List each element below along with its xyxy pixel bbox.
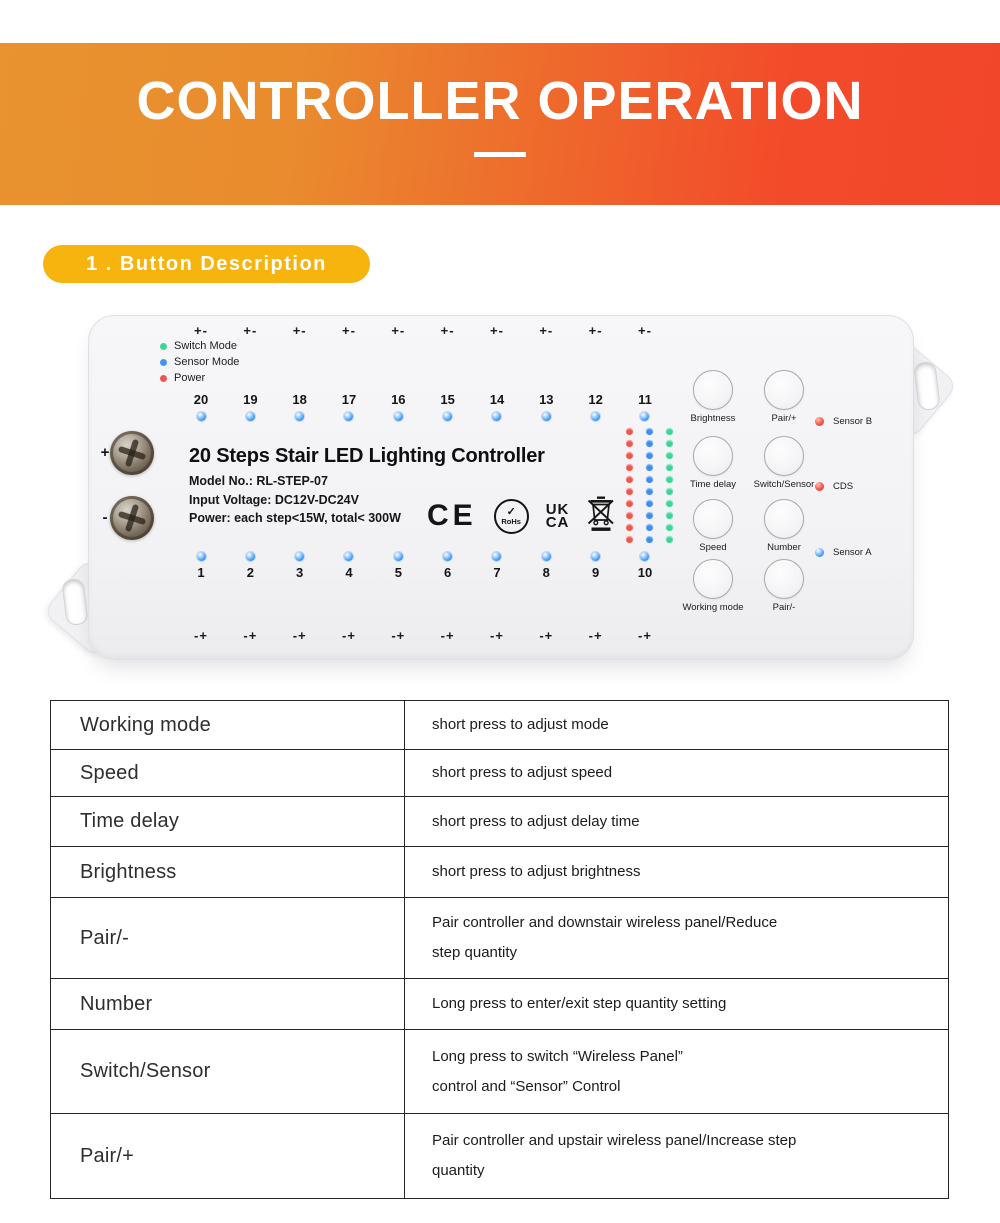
- button-label: Number: [767, 542, 801, 553]
- blue-led-icon: [394, 552, 403, 561]
- table-row: [51, 897, 948, 978]
- red-led-icon: [626, 464, 633, 471]
- step-number: 7: [493, 565, 501, 580]
- blue-led-icon: [295, 412, 304, 421]
- spec-voltage: Input Voltage: DC12V-DC24V: [189, 492, 359, 507]
- section-label: 1 . Button Description: [86, 252, 327, 275]
- ukca-mark-icon: [546, 503, 570, 529]
- terminal-mark: +-: [391, 323, 406, 338]
- step-number: 1: [197, 565, 205, 580]
- step-cell: [477, 392, 517, 421]
- step-cell: [625, 552, 665, 581]
- blue-led-icon: [160, 359, 167, 366]
- description-line: short press to adjust brightness: [432, 863, 641, 880]
- terminal-mark: +-: [342, 323, 356, 338]
- blue-led-icon: [646, 452, 653, 459]
- indicator-cds: [815, 480, 853, 492]
- description-line: short press to adjust speed: [432, 764, 613, 781]
- ukca-bottom: CA: [545, 514, 570, 531]
- step-cell: [329, 392, 369, 421]
- red-led-icon: [626, 524, 633, 531]
- red-led-icon: [626, 440, 633, 447]
- blue-led-icon: [591, 552, 600, 561]
- red-led-icon: [626, 536, 633, 543]
- terminal-mark: -+: [637, 628, 652, 643]
- step-cell: [526, 392, 566, 421]
- terminal-mark: -+: [194, 628, 208, 643]
- indicator-label: Sensor A: [833, 546, 872, 558]
- blue-led-icon: [646, 428, 653, 435]
- step-cell: [576, 552, 616, 581]
- terminal-row-bottom: [181, 628, 665, 644]
- blue-led-icon: [344, 552, 353, 561]
- description-line: step quantity: [432, 944, 518, 961]
- button-pair-minus: [729, 559, 839, 613]
- red-led-icon: [626, 452, 633, 459]
- blue-led-icon: [246, 552, 255, 561]
- power-minus-label: -: [102, 509, 108, 526]
- blue-led-icon: [646, 440, 653, 447]
- table-cell-description: [404, 847, 948, 897]
- table-row: [51, 796, 948, 846]
- description-line: control and “Sensor” Control: [432, 1077, 621, 1095]
- step-cell: [378, 392, 418, 421]
- blue-led-icon: [591, 412, 600, 421]
- red-led-icon: [626, 488, 633, 495]
- step-number: 6: [444, 565, 452, 580]
- terminal-mark: -+: [490, 628, 504, 643]
- terminal-mark: -+: [292, 628, 307, 643]
- header-banner: [0, 43, 1000, 205]
- terminal-mark: +-: [539, 323, 554, 338]
- step-number: 11: [638, 392, 652, 407]
- terminal-mark: -+: [539, 628, 554, 643]
- device-title: 20 Steps Stair LED Lighting Controller: [189, 445, 545, 467]
- description-line: short press to adjust delay time: [432, 812, 640, 830]
- indicator-label: CDS: [833, 480, 854, 492]
- description-line: Long press to enter/exit step quantity setting: [432, 995, 727, 1012]
- rohs-label: RoHs: [501, 516, 521, 526]
- step-number: 4: [345, 565, 353, 580]
- table-row: [51, 1029, 948, 1113]
- table-cell-description: [404, 1114, 948, 1198]
- weee-bin-icon: [586, 495, 616, 538]
- red-led-icon: [626, 476, 633, 483]
- step-number: 12: [588, 392, 603, 407]
- round-button-icon: [764, 370, 804, 410]
- blue-led-icon: [197, 552, 206, 561]
- ce-mark-icon: CE: [427, 499, 477, 532]
- legend-label: Sensor Mode: [174, 356, 240, 368]
- red-led-icon: [815, 417, 824, 426]
- blue-led-icon: [394, 412, 403, 421]
- step-cell: [526, 552, 566, 581]
- red-led-icon: [626, 512, 633, 519]
- step-number: 18: [292, 392, 307, 407]
- legend-item-switch-mode: [160, 340, 239, 352]
- legend-label: Switch Mode: [174, 340, 237, 352]
- step-cell: [329, 552, 369, 581]
- red-led-icon: [160, 375, 167, 382]
- certification-marks: [427, 497, 616, 535]
- step-number: 2: [246, 565, 254, 580]
- step-cell: [428, 392, 468, 421]
- table-cell-button: Time delay: [80, 810, 180, 832]
- blue-led-icon: [646, 524, 653, 531]
- blue-led-icon: [640, 412, 649, 421]
- step-number: 19: [243, 392, 258, 407]
- red-led-icon: [815, 482, 824, 491]
- description-line: Pair controller and downstair wireless panel/Reduce: [432, 914, 778, 931]
- button-label: Time delay: [689, 479, 737, 490]
- step-indicator-row-top: [181, 392, 665, 421]
- terminal-mark: +-: [637, 323, 652, 338]
- legend-item-power: [160, 372, 239, 384]
- button-label: Switch/Sensor: [753, 479, 815, 490]
- terminal-mark: +-: [490, 323, 504, 338]
- legend-item-sensor-mode: [160, 356, 239, 368]
- red-led-icon: [626, 500, 633, 507]
- step-cell: [378, 552, 418, 581]
- step-cell: [576, 392, 616, 421]
- step-indicator-row-bottom: [181, 552, 665, 581]
- round-button-icon: [693, 499, 733, 539]
- page-title: CONTROLLER OPERATION: [136, 71, 864, 131]
- button-description-table: [50, 700, 949, 1199]
- table-cell-description: [404, 797, 948, 846]
- terminal-mark: -+: [588, 628, 603, 643]
- description-line: Pair controller and upstair wireless panel/Increase step: [432, 1132, 797, 1149]
- table-cell-description: [404, 1030, 948, 1113]
- description-line: short press to adjust mode: [432, 716, 609, 733]
- led-column-red: [626, 428, 633, 543]
- power-plus-label: +: [100, 444, 110, 461]
- blue-led-icon: [646, 512, 653, 519]
- step-cell: [280, 392, 320, 421]
- terminal-row-top: [181, 323, 665, 339]
- blue-led-icon: [197, 412, 206, 421]
- button-label: Pair/-: [772, 602, 796, 613]
- button-label: Working mode: [682, 602, 744, 613]
- blue-led-icon: [492, 412, 501, 421]
- table-cell-button: Pair/+: [80, 1144, 135, 1167]
- terminal-mark: -+: [243, 628, 258, 643]
- table-cell-button: Brightness: [80, 860, 177, 883]
- table-cell-description: [404, 979, 948, 1029]
- rohs-mark-icon: [494, 499, 529, 534]
- terminal-mark: +-: [292, 323, 307, 338]
- table-cell-button: Working mode: [80, 713, 211, 736]
- step-cell: [181, 552, 221, 581]
- terminal-mark: +-: [588, 323, 603, 338]
- step-cell: [230, 552, 270, 581]
- table-cell-description: [404, 701, 948, 749]
- terminal-mark: +-: [194, 323, 208, 338]
- step-cell: [477, 552, 517, 581]
- blue-led-icon: [646, 500, 653, 507]
- spec-power: Power: each step<15W, total< 300W: [189, 511, 401, 525]
- blue-led-icon: [295, 552, 304, 561]
- blue-led-icon: [815, 548, 824, 557]
- step-number: 13: [539, 392, 554, 407]
- step-number: 9: [592, 565, 600, 580]
- green-led-icon: [160, 343, 167, 350]
- button-number: [729, 499, 839, 553]
- table-row: [51, 701, 948, 749]
- red-led-icon: [626, 428, 633, 435]
- green-led-icon: [666, 428, 673, 435]
- spec-model: Model No.: RL-STEP-07: [189, 474, 328, 488]
- table-cell-button: Number: [80, 992, 153, 1015]
- led-column-blue: [646, 428, 653, 543]
- indicator-sensor-a: [815, 546, 872, 558]
- table-cell-button: Switch/Sensor: [80, 1060, 211, 1082]
- led-legend: [160, 340, 239, 384]
- round-button-icon: [693, 370, 733, 410]
- legend-label: Power: [174, 372, 206, 384]
- indicator-sensor-b: [815, 415, 872, 427]
- table-cell-description: [404, 898, 948, 978]
- device-specs: [189, 472, 401, 528]
- indicator-label: Sensor B: [833, 415, 873, 427]
- phillips-cross-icon: [104, 490, 159, 545]
- step-cell: [181, 392, 221, 421]
- button-label: Pair/+: [771, 413, 797, 424]
- blue-led-icon: [492, 552, 501, 561]
- table-cell-button: Pair/-: [80, 926, 129, 949]
- blue-led-icon: [542, 412, 551, 421]
- table-cell-button: Speed: [80, 761, 139, 784]
- table-row: [51, 1113, 948, 1198]
- blue-led-icon: [646, 476, 653, 483]
- ukca-top: UK: [545, 501, 570, 518]
- section-label-pill: [43, 245, 370, 283]
- title-underline: [474, 152, 526, 157]
- terminal-mark: +-: [440, 323, 455, 338]
- blue-led-icon: [542, 552, 551, 561]
- description-line: Long press to switch “Wireless Panel”: [432, 1047, 683, 1065]
- table-row: [51, 978, 948, 1029]
- step-cell: [230, 392, 270, 421]
- terminal-mark: -+: [440, 628, 455, 643]
- blue-led-icon: [640, 552, 649, 561]
- description-line: quantity: [432, 1162, 485, 1179]
- table-cell-description: [404, 750, 948, 796]
- blue-led-icon: [443, 552, 452, 561]
- step-cell: [280, 552, 320, 581]
- blue-led-icon: [646, 464, 653, 471]
- terminal-mark: -+: [342, 628, 356, 643]
- round-button-icon: [693, 559, 733, 599]
- step-number: 10: [637, 565, 653, 580]
- step-number: 8: [542, 565, 550, 580]
- step-number: 17: [341, 392, 357, 407]
- table-row: [51, 846, 948, 897]
- button-label: Speed: [699, 542, 727, 553]
- check-icon: ✓: [506, 505, 516, 518]
- step-number: 14: [489, 392, 505, 407]
- step-number: 15: [440, 392, 455, 407]
- blue-led-icon: [344, 412, 353, 421]
- terminal-mark: -+: [391, 628, 406, 643]
- screw-terminal-icon: [110, 496, 154, 540]
- step-cell: [428, 552, 468, 581]
- table-row: [51, 749, 948, 796]
- step-number: 20: [193, 392, 209, 407]
- phillips-cross-icon: [104, 425, 159, 480]
- step-number: 16: [391, 392, 406, 407]
- round-button-icon: [693, 436, 733, 476]
- terminal-mark: +-: [243, 323, 258, 338]
- step-number: 5: [394, 565, 402, 580]
- controller-device: [88, 315, 914, 660]
- blue-led-icon: [646, 536, 653, 543]
- round-button-icon: [764, 499, 804, 539]
- round-button-icon: [764, 436, 804, 476]
- screw-terminal-icon: [110, 431, 154, 475]
- blue-led-icon: [443, 412, 452, 421]
- button-label: Brightness: [690, 413, 736, 424]
- round-button-icon: [764, 559, 804, 599]
- blue-led-icon: [246, 412, 255, 421]
- step-number: 3: [296, 565, 304, 580]
- blue-led-icon: [646, 488, 653, 495]
